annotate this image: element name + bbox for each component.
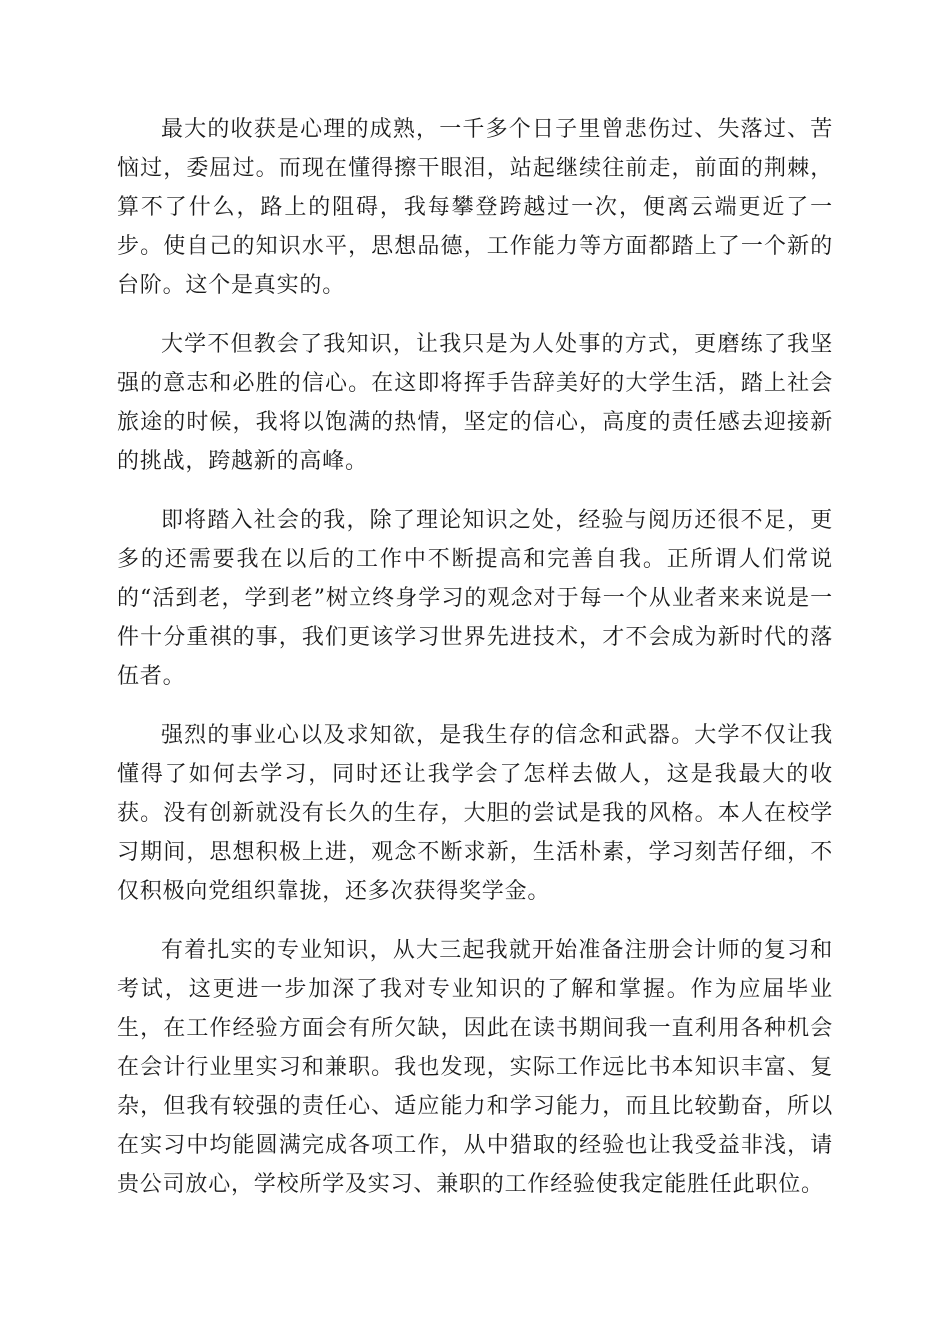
document-body <box>117 110 833 1224</box>
paragraph-3: 即将踏入社会的我，除了理论知识之处，经验与阅历还很不足，更多的还需要我在以后的工作中不断提高和完善自我。正所谓人们常说的“活到老，学到老”树立终身学习的观念对于每一个从业者来来说是一件十分重祺的事，我们更该学习世界先进技术，才不会成为新时代的落伍者。 <box>117 508 833 689</box>
paragraph-5: 有着扎实的专业知识，从大三起我就开始准备注册会计师的复习和考试，这更进一步加深了我对专业知识的了解和掌握。作为应届毕业生，在工作经验方面会有所欠缺，因此在读书期间我一直利用各种机会在会计行业里实习和兼职。我也发现，实际工作远比书本知识丰富、复杂，但我有较强的责任心、适应能力和学习能力，而且比较勤奋，所以在实习中均能圆满完成各项工作，从中猎取的经验也让我受益非浅，请贵公司放心，学校所学及实习、兼职的工作经验使我定能胜任此职位。 <box>117 938 833 1197</box>
paragraph-1: 最大的收获是心理的成熟，一千多个日子里曾悲伤过、失落过、苦恼过，委屈过。而现在懂得擦干眼泪，站起继续往前走，前面的荆棘，算不了什么，路上的阻碍，我每攀登跨越过一次，便离云端更近了一步。使自己的知识水平，思想品德，工作能力等方面都踏上了一个新的台阶。这个是真实的。 <box>117 117 833 298</box>
paragraph-2: 大学不但教会了我知识，让我只是为人处事的方式，更磨练了我坚强的意志和必胜的信心。在这即将挥手告辞美好的大学生活，踏上社会旅途的时候，我将以饱满的热情，坚定的信心，高度的责任感去迎接新的挑战，跨越新的高峰。 <box>117 332 833 474</box>
paragraph-4: 强烈的事业心以及求知欲，是我生存的信念和武器。大学不仅让我懂得了如何去学习，同时还让我学会了怎样去做人，这是我最大的收获。没有创新就没有长久的生存，大胆的尝试是我的风格。本人在校学习期间，思想积极上进，观念不断求新，生活朴素，学习刻苦仔细，不仅积极向党组织靠拢，还多次获得奖学金。 <box>117 723 833 904</box>
